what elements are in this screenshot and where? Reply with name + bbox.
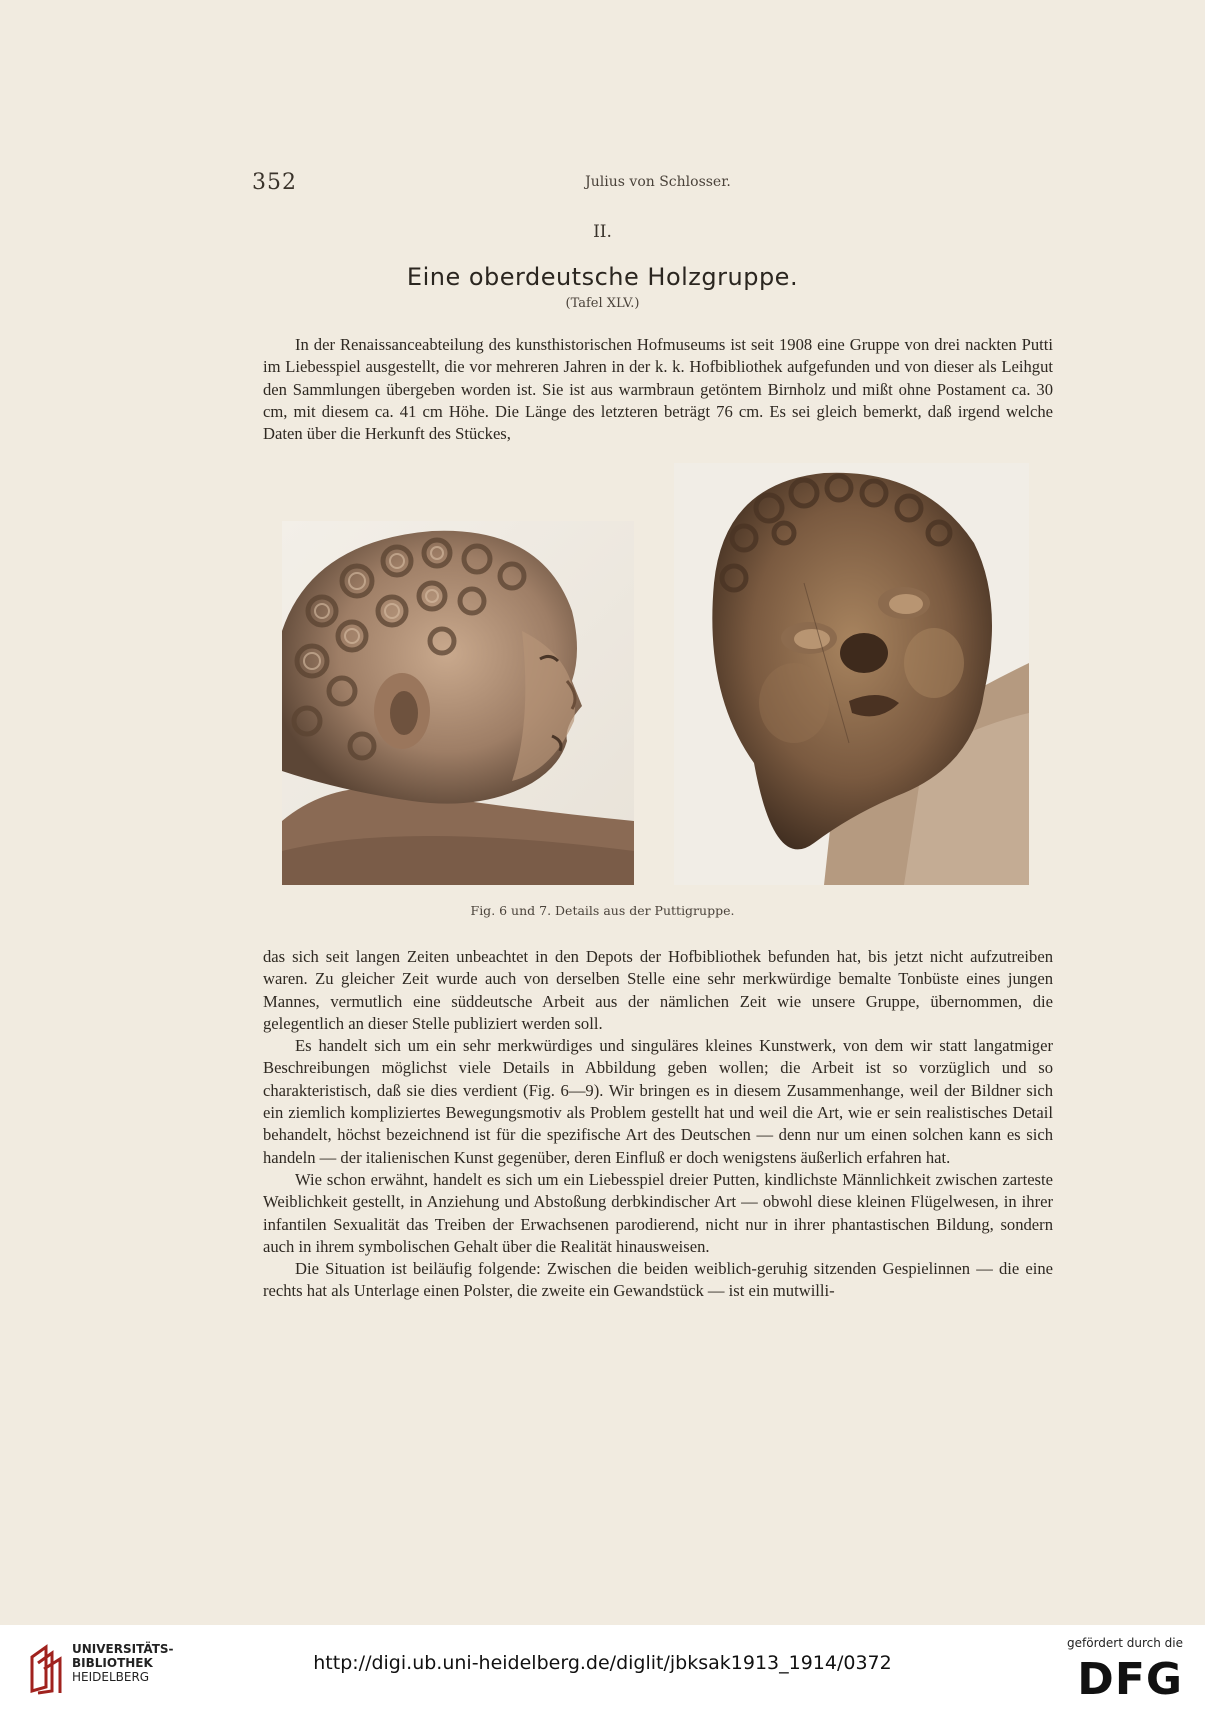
plate-reference: (Tafel XLV.) — [565, 296, 640, 311]
running-head: Julius von Schlosser. — [585, 174, 731, 190]
library-name-line: HEIDELBERG — [72, 1670, 150, 1684]
paragraph: Die Situation ist beiläufig folgende: Zwischen die beiden weiblich-geruhig sitzenden Gespielinnen — die eine rechts hat als Unterlage einen Polster, die zweite ein Gewandstück — ist ein mutwilli- — [263, 1259, 1053, 1301]
library-name-line: BIBLIOTHEK — [72, 1656, 153, 1670]
figure-6-photo — [282, 521, 634, 885]
figure-7-photo — [674, 463, 1029, 885]
paragraph: Es handelt sich um ein sehr merkwürdiges und singuläres kleines Kunstwerk, von dem wir statt langatmiger Beschreibungen möglichst viele Details in Abbildung geben wollen; die Arbeit ist so vorzüglich und so charakteristisch, daß sie dies verdient (Fig. 6—9). Wir bringen es in diesem Zusammenhange, weil der Bildner sich ein ziemlich kompliziertes Bewegungsmotiv als Problem gestellt hat und weil die Art, wie er sein realistisches Detail behandelt, höchst bezeichnend ist für die spezifische Art des Deutschen — denn nur um einen solchen kann es sich handeln — der italienischen Kunst gegenüber, deren Einfluß er doch wenigstens äußerlich erfahren hat. — [263, 1036, 1053, 1167]
article-title: Eine oberdeutsche Holzgruppe. — [406, 263, 799, 291]
paragraph: das sich seit langen Zeiten unbeachtet in den Depots der Hofbibliothek befunden hat, bis jetzt nicht aufzutreiben waren. Zu gleicher Zeit wurde auch von derselben Stelle eine sehr merkwürdige bemalte Tonbüste eines jungen Mannes, vermutlich eine süddeutsche Arbeit aus der nämlichen Zeit wie unsere Gruppe, übernommen, die gelegentlich an dieser Stelle publiziert werden soll. — [263, 947, 1053, 1033]
page-header — [252, 170, 1064, 200]
dfg-logo: DFG — [1077, 1654, 1183, 1705]
funding-label: gefördert durch die — [1067, 1636, 1183, 1650]
page-number: 352 — [252, 170, 297, 195]
library-name-line: UNIVERSITÄTS- — [72, 1642, 174, 1656]
digitization-footer — [0, 1625, 1205, 1715]
source-url-link[interactable]: http://digi.ub.uni-heidelberg.de/diglit/jbksak1913_1914/0372 — [313, 1652, 892, 1674]
body-text-bottom — [263, 946, 1053, 1303]
paragraph: Wie schon erwähnt, handelt es sich um ein Liebesspiel dreier Putten, kindlichste Männlichkeit zwischen zarteste Weiblichkeit gestellt, in Anziehung und Abstoßung derbkindischer Art — obwohl diese kleinen Flügelwesen, in ihrer infantilen Sexualität das Treiben der Erwachsenen parodierend, nicht nur in ihrer phantastischen Bildung, sondern auch in ihrem symbolischen Gehalt über die Realität hinausweisen. — [263, 1169, 1053, 1256]
section-number: II. — [593, 222, 612, 242]
body-text-top — [263, 334, 1053, 445]
figure-6-7 — [282, 463, 1029, 885]
figure-caption: Fig. 6 und 7. Details aus der Puttigruppe. — [470, 903, 735, 918]
paragraph: In der Renaissanceabteilung des kunsthistorischen Hofmuseums ist seit 1908 eine Gruppe von drei nackten Putti im Liebesspiel ausgestellt, die vor mehreren Jahren in der k. k. Hofbibliothek aufgefunden und von dieser als Leihgut den Sammlungen übergeben worden ist. Sie ist aus warmbraun getöntem Birnholz und mißt ohne Postament ca. 30 cm, mit diesem ca. 41 cm Höhe. Die Länge des letzteren beträgt 76 cm. Es sei gleich bemerkt, daß irgend welche Daten über die Herkunft des Stückes, — [263, 335, 1053, 444]
